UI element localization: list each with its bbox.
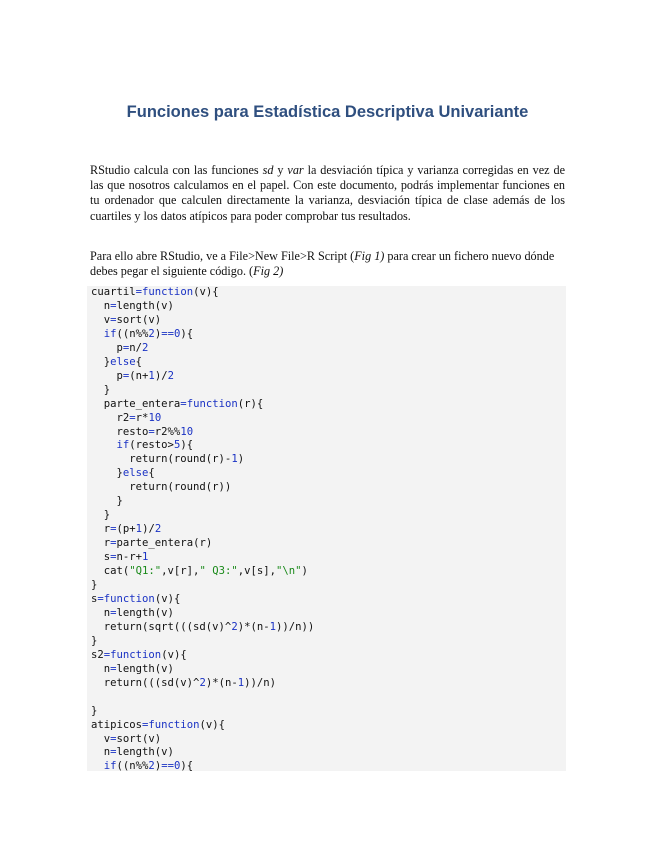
code-line: n=length(v) <box>91 662 174 675</box>
intro-text-3: la desviación típica y varianza corregidas en vez de las que nosotros calculamos en el papel. Con este documento, podrás implementar funciones en tu ordenador que calculen directamente la varianza, desviación típica de clase además de los cuartiles y los datos atípicos para poder comprobar tus resultados. <box>90 163 566 223</box>
code-line: if((n%%2)==0){ <box>103 760 194 771</box>
code-line: atipicos=function(v){ <box>91 718 225 731</box>
instructions-text-1: Para ello abre RStudio, ve a File>New File>R Script ( <box>90 249 355 263</box>
code-line: if(resto>5){ <box>116 439 194 452</box>
code-block <box>87 286 566 771</box>
code-line: s=function(v){ <box>91 592 181 605</box>
code-line: p=n/2 <box>91 341 149 354</box>
code-line: return(sqrt(((sd(v)^2)*(n-1))/n)) <box>91 620 315 633</box>
code-line: n=length(v) <box>91 299 174 312</box>
code-line: return(round(r)-1) <box>91 453 245 466</box>
code-line: if((n%%2)==0){ <box>103 327 194 340</box>
code-line: n=length(v) <box>91 606 174 619</box>
code-line: return(((sd(v)^2)*(n-1))/n) <box>91 676 276 689</box>
instructions-text-2: para crear un fichero nuevo dónde debes pegar el siguiente código. ( <box>90 249 555 279</box>
code-line: n=length(v) <box>91 746 174 759</box>
code-line: r=parte_entera(r) <box>91 537 213 550</box>
code-line: }else{ <box>91 355 143 368</box>
code-line: return(round(r)) <box>91 481 232 494</box>
fig1-reference: Fig 1) <box>354 249 385 263</box>
sd-function-name: sd <box>262 163 274 177</box>
code-content <box>87 286 566 771</box>
code-line: } <box>91 634 98 647</box>
code-line: v=sort(v) <box>91 313 162 326</box>
code-line: v=sort(v) <box>91 732 162 745</box>
code-line: p=(n+1)/2 <box>91 369 174 382</box>
code-line: r=(p+1)/2 <box>91 523 162 536</box>
code-line: cat("Q1:",v[r]," Q3:",v[s],"\n") <box>91 565 308 578</box>
code-line: }else{ <box>91 467 155 480</box>
code-line: } <box>91 579 98 592</box>
code-line: } <box>91 495 123 508</box>
var-function-name: var <box>287 163 304 177</box>
code-line: s=n-r+1 <box>91 551 149 564</box>
code-line: } <box>91 509 111 522</box>
code-line: } <box>91 383 111 396</box>
code-line: } <box>91 704 98 717</box>
document-title: Funciones para Estadística Descriptiva Univariante <box>126 103 529 121</box>
intro-paragraph <box>90 163 565 224</box>
intro-text-1: RStudio calcula con las funciones <box>90 163 263 177</box>
fig2-reference: Fig 2) <box>253 264 284 279</box>
instructions-paragraph <box>90 249 565 279</box>
code-line: s2=function(v){ <box>91 648 187 661</box>
code-line: resto=r2%%10 <box>91 425 194 438</box>
code-line: r2=r*10 <box>91 411 162 424</box>
code-line: cuartil=function(v){ <box>91 286 219 298</box>
intro-text-2: y <box>273 163 288 177</box>
code-line: parte_entera=function(r){ <box>91 397 264 410</box>
